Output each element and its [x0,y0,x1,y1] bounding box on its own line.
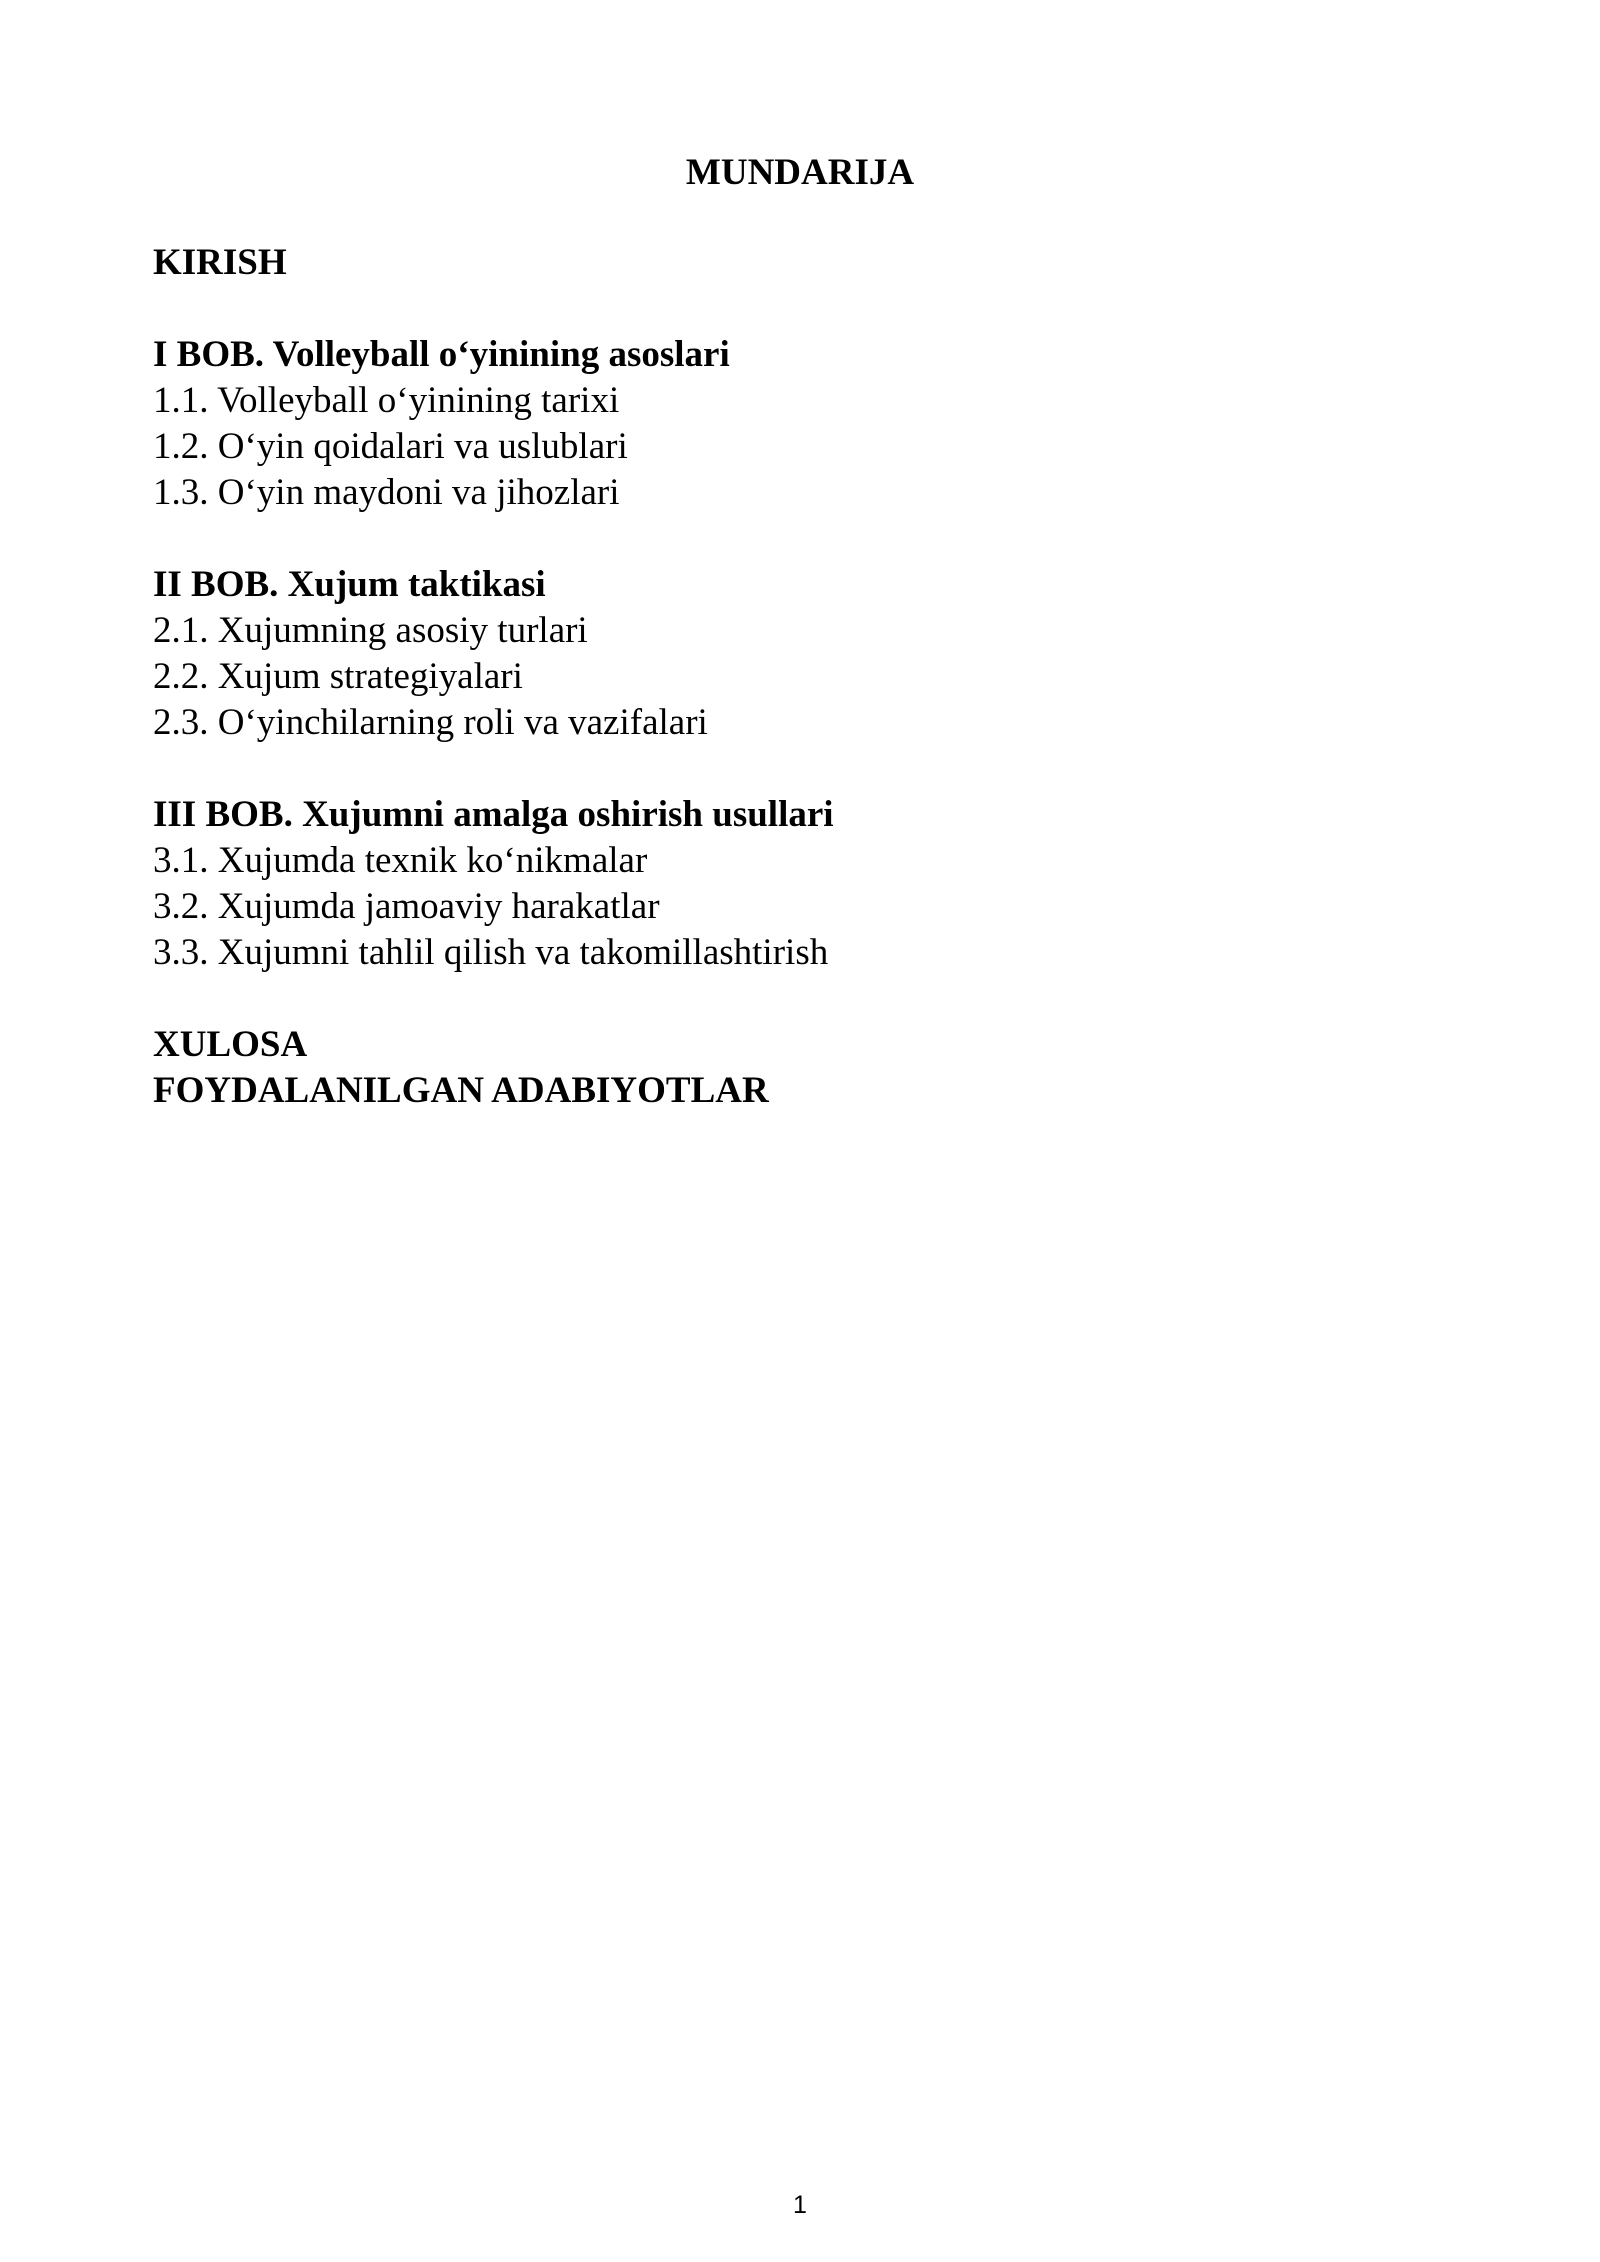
page-title: MUNDARIJA [685,152,915,193]
table-of-contents [153,240,1453,1114]
toc-section: 2.1. Xujumning asosiy turlari [153,610,588,651]
spacer [153,286,1453,332]
page-number: 1 [793,2191,807,2219]
toc-intro: KIRISH [153,242,287,283]
toc-conclusion: XULOSA [153,1024,308,1065]
toc-references: FOYDALANILGAN ADABIYOTLAR [153,1070,769,1111]
spacer [153,746,1453,792]
spacer [153,976,1453,1022]
toc-chapter-heading: I BOB. Volleyball o‘yinining asoslari [153,334,730,375]
toc-section: 3.3. Xujumni tahlil qilish va takomillashtirish [153,932,829,973]
toc-section: 2.3. O‘yinchilarning roli va vazifalari [153,702,708,743]
spacer [153,516,1453,562]
toc-chapter-heading: II BOB. Xujum taktikasi [153,564,546,605]
toc-section: 1.1. Volleyball o‘yinining tarixi [153,380,620,421]
toc-section: 3.2. Xujumda jamoaviy harakatlar [153,886,660,927]
toc-section: 3.1. Xujumda texnik ko‘nikmalar [153,840,648,881]
toc-section: 2.2. Xujum strategiyalari [153,656,523,697]
toc-section: 1.2. O‘yin qoidalari va uslublari [153,426,628,467]
toc-chapter-heading: III BOB. Xujumni amalga oshirish usullari [153,794,834,835]
toc-section: 1.3. O‘yin maydoni va jihozlari [153,472,620,513]
